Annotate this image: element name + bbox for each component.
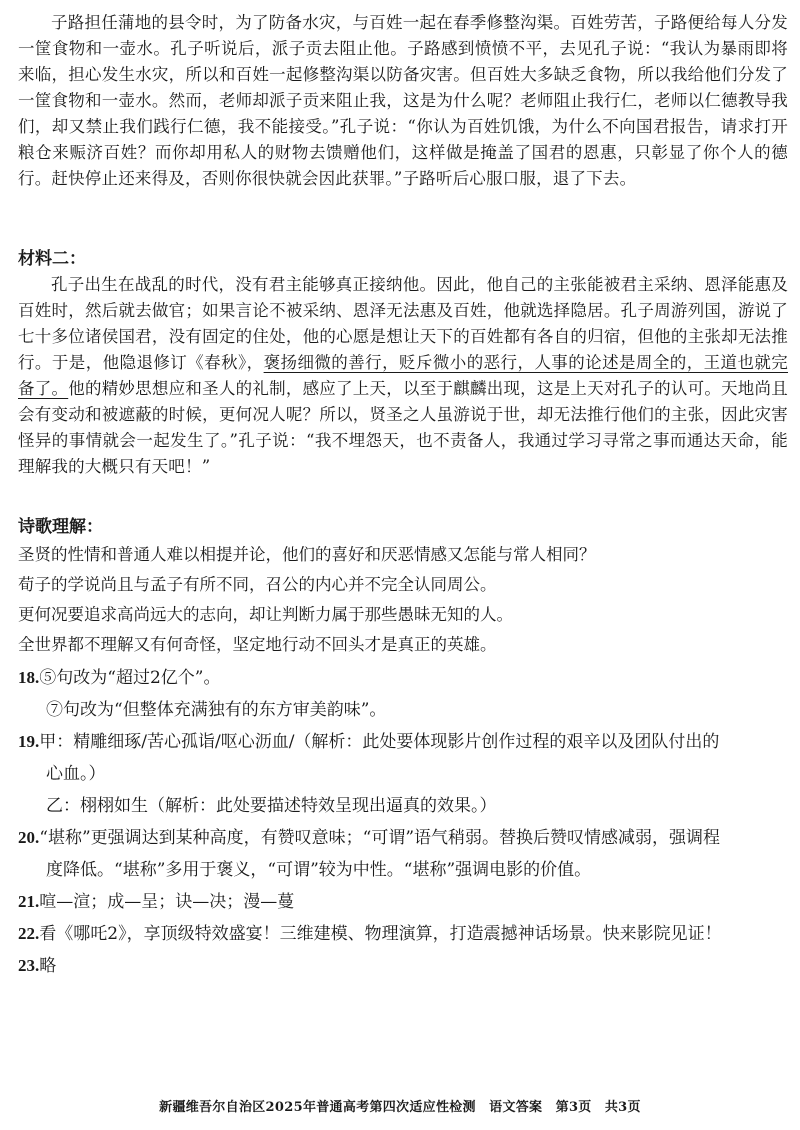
answer-19-line3 xyxy=(18,790,788,822)
answer-text: ⑦句改为“但整体充满独有的东方审美韵味”。 xyxy=(46,700,387,720)
answer-19 xyxy=(18,726,788,758)
answer-20 xyxy=(18,822,788,854)
answer-number: 19. xyxy=(18,732,40,751)
answer-18-line2 xyxy=(18,694,788,726)
poem-heading: 诗歌理解： xyxy=(18,517,103,537)
poem-line: 圣贤的性情和普通人难以相提并论，他们的喜好和厌恶情感又怎能与常人相同？ xyxy=(18,545,596,564)
answer-number: 23. xyxy=(18,956,40,975)
answer-text: ⑤句改为“超过2亿个”。 xyxy=(39,668,221,688)
answer-text: 心血。） xyxy=(46,764,106,784)
material1-paragraph: 子路担任蒲地的县令时，为了防备水灾，与百姓一起在春季修整沟渠。百姓劳苦，子路便给每人分发一筐食物和一壶水。孔子听说后，派子贡去阻止他。子路感到愤愤不平，去见孔子说：“我认为暴雨即将来临，担心发生水灾，所以和百姓一起修整沟渠以防备灾害。但百姓大多缺乏食物，所以我给他们分发了一筐食物和一壶水。然而，老师却派子贡来阻止我，这是为什么呢？老师阻止我行仁，老师以仁德教导我们，却又禁止我们践行仁德，我不能接受。”孔子说：“你认为百姓饥饿，为什么不向国君报告，请求打开粮仓来赈济百姓？而你却用私人的财物去馈赠他们，这样做是掩盖了国君的恩惠，只彰显了你个人的德行。赶快停止还来得及，否则你很快就会因此获罪。”子路听后心服口服，退了下去。 xyxy=(18,13,788,188)
material2-section xyxy=(18,246,788,480)
material2-text-part2: 他的精妙思想应和圣人的礼制，感应了上天，以至于麒麟出现，这是上天对孔子的认可。天地尚且会有变动和被遮蔽的时候，更何况人呢？所以，贤圣之人虽游说于世，却无法推行他们的主张，因此灾害怪异的事情就会一起发生了。”孔子说：“我不埋怨天，也不责备人，我通过学习寻常之事而通达天命，能理解我的大概只有天吧！” xyxy=(18,379,788,476)
answer-21 xyxy=(18,886,788,918)
answer-number: 20. xyxy=(18,828,40,847)
answer-18 xyxy=(18,662,788,694)
material2-heading: 材料二： xyxy=(18,249,86,269)
answer-20-line2 xyxy=(18,854,788,886)
answer-text: 甲：精雕细琢/苦心孤诣/呕心沥血/（解析：此处要体现影片创作过程的艰辛以及团队付出的 xyxy=(39,732,720,752)
answer-text: 看《哪吒2》，享顶级特效盛宴！三维建模、物理演算，打造震撼神话场景。快来影院见证！ xyxy=(39,924,722,944)
answer-text: 喧—渲；成—呈；诀—决；漫—蔓 xyxy=(39,892,295,912)
poem-line: 全世界都不理解又有何奇怪，坚定地行动不回头才是真正的英雄。 xyxy=(18,635,497,654)
answer-number: 21. xyxy=(18,892,40,911)
material2-text-part1: 孔子出生在战乱的时代，没有君主能够真正接纳他。因此，他自己的主张能被君主采纳、恩泽能惠及百姓时，然后就去做官；如果言论不被采纳、恩泽无法惠及百姓，他就选择隐居。孔子周游列国，游说了七十多位诸侯国君，没有固定的住处，他的心愿是想让天下的百姓都有各自的归宿，但他的主张却无法推行。于是，他隐退修订《春秋》， xyxy=(18,275,788,372)
answer-22 xyxy=(18,918,788,950)
page-footer: 新疆维吾尔自治区2025年普通高考第四次适应性检测 语文答案 第3页 共3页 xyxy=(159,1100,641,1115)
answer-23 xyxy=(18,950,788,982)
poem-line: 荀子的学说尚且与孟子有所不同，召公的内心并不完全认同周公。 xyxy=(18,575,497,594)
answer-text: 乙：栩栩如生（解析：此处要描述特效呈现出逼真的效果。） xyxy=(46,796,497,816)
answer-number: 18. xyxy=(18,668,40,687)
answer-text: 度降低。“堪称”多用于褒义，“可谓”较为中性。“堪称”强调电影的价值。 xyxy=(46,860,592,880)
answer-19-line2 xyxy=(18,758,788,790)
answer-number: 22. xyxy=(18,924,40,943)
material1-section xyxy=(18,10,788,192)
material2-underlined-text: 褒扬细微的善行，贬斥微小的恶行，人事的论述是周全的，王道也就完备了。 xyxy=(18,353,789,398)
poem-line: 更何况要追求高尚远大的志向，却让判断力属于那些愚昧无知的人。 xyxy=(18,605,513,624)
answers-section xyxy=(18,662,788,982)
answer-text: “堪称”更强调达到某种高度，有赞叹意味；“可谓”语气稍弱。替换后赞叹情感减弱，强调程 xyxy=(39,828,721,848)
answer-text: 略 xyxy=(39,956,57,976)
material2-paragraph xyxy=(18,272,788,480)
poem-section xyxy=(18,514,788,660)
